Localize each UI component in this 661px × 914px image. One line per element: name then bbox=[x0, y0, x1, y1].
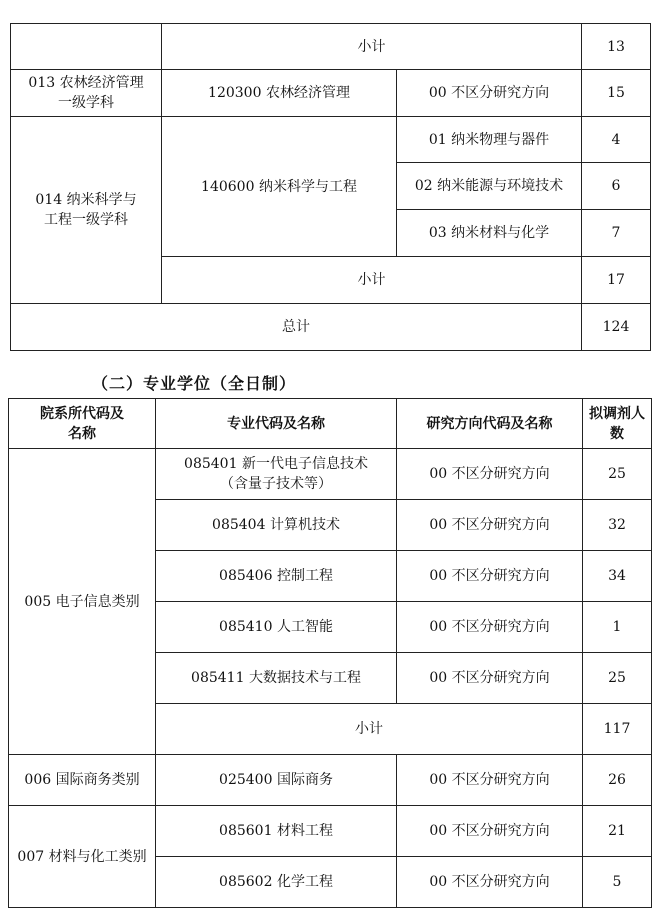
table-row bbox=[11, 24, 651, 70]
subtotal-count: 117 bbox=[583, 704, 652, 755]
dept-name: 006 国际商务类别 bbox=[9, 755, 156, 806]
count: 6 bbox=[582, 163, 651, 210]
direction-name: 00 不区分研究方向 bbox=[397, 70, 582, 117]
major-name: 085404 计算机技术 bbox=[156, 500, 397, 551]
dept-name: 007 材料与化工类别 bbox=[9, 806, 156, 908]
table-row bbox=[11, 304, 651, 351]
column-header-major: 专业代码及名称 bbox=[156, 399, 397, 449]
dept-name: 005 电子信息类别 bbox=[9, 449, 156, 755]
direction-name: 00 不区分研究方向 bbox=[397, 755, 583, 806]
total-count: 124 bbox=[582, 304, 651, 351]
major-name: 085410 人工智能 bbox=[156, 602, 397, 653]
direction-name: 00 不区分研究方向 bbox=[397, 806, 583, 857]
count: 7 bbox=[582, 210, 651, 257]
count: 25 bbox=[583, 653, 652, 704]
direction-name: 02 纳米能源与环境技术 bbox=[397, 163, 582, 210]
empty-cell bbox=[11, 24, 162, 70]
subtotal-count: 13 bbox=[582, 24, 651, 70]
table-row bbox=[9, 449, 652, 500]
table-row bbox=[11, 117, 651, 163]
dept-name: 014 纳米科学与工程一级学科 bbox=[11, 117, 162, 304]
count: 21 bbox=[583, 806, 652, 857]
direction-name: 03 纳米材料与化学 bbox=[397, 210, 582, 257]
column-header-count: 拟调剂人数 bbox=[583, 399, 652, 449]
dept-name: 013 农林经济管理一级学科 bbox=[11, 70, 162, 117]
count: 32 bbox=[583, 500, 652, 551]
table-row bbox=[9, 806, 652, 857]
subtotal-label: 小计 bbox=[162, 24, 582, 70]
major-name: 085406 控制工程 bbox=[156, 551, 397, 602]
major-name: 085601 材料工程 bbox=[156, 806, 397, 857]
header-row bbox=[9, 399, 652, 449]
count: 26 bbox=[583, 755, 652, 806]
major-name: 085411 大数据技术与工程 bbox=[156, 653, 397, 704]
direction-name: 00 不区分研究方向 bbox=[397, 551, 583, 602]
direction-name: 00 不区分研究方向 bbox=[397, 500, 583, 551]
count: 15 bbox=[582, 70, 651, 117]
column-header-dept: 院系所代码及名称 bbox=[9, 399, 156, 449]
count: 34 bbox=[583, 551, 652, 602]
section-heading: （二）专业学位（全日制） bbox=[92, 374, 297, 393]
major-name: 025400 国际商务 bbox=[156, 755, 397, 806]
count: 5 bbox=[583, 857, 652, 908]
major-name: 085602 化学工程 bbox=[156, 857, 397, 908]
table-row bbox=[9, 755, 652, 806]
direction-name: 00 不区分研究方向 bbox=[397, 449, 583, 500]
subtotal-label: 小计 bbox=[162, 257, 582, 304]
total-label: 总计 bbox=[11, 304, 582, 351]
subtotal-label: 小计 bbox=[156, 704, 583, 755]
direction-name: 00 不区分研究方向 bbox=[397, 857, 583, 908]
major-name: 120300 农林经济管理 bbox=[162, 70, 397, 117]
count: 25 bbox=[583, 449, 652, 500]
table-row bbox=[11, 70, 651, 117]
major-name: 085401 新一代电子信息技术（含量子技术等） bbox=[156, 449, 397, 500]
academic-degree-table bbox=[10, 23, 651, 351]
major-name: 140600 纳米科学与工程 bbox=[162, 117, 397, 257]
count: 1 bbox=[583, 602, 652, 653]
professional-degree-table bbox=[8, 398, 652, 908]
subtotal-count: 17 bbox=[582, 257, 651, 304]
count: 4 bbox=[582, 117, 651, 163]
column-header-direction: 研究方向代码及名称 bbox=[397, 399, 583, 449]
direction-name: 00 不区分研究方向 bbox=[397, 602, 583, 653]
direction-name: 01 纳米物理与器件 bbox=[397, 117, 582, 163]
direction-name: 00 不区分研究方向 bbox=[397, 653, 583, 704]
